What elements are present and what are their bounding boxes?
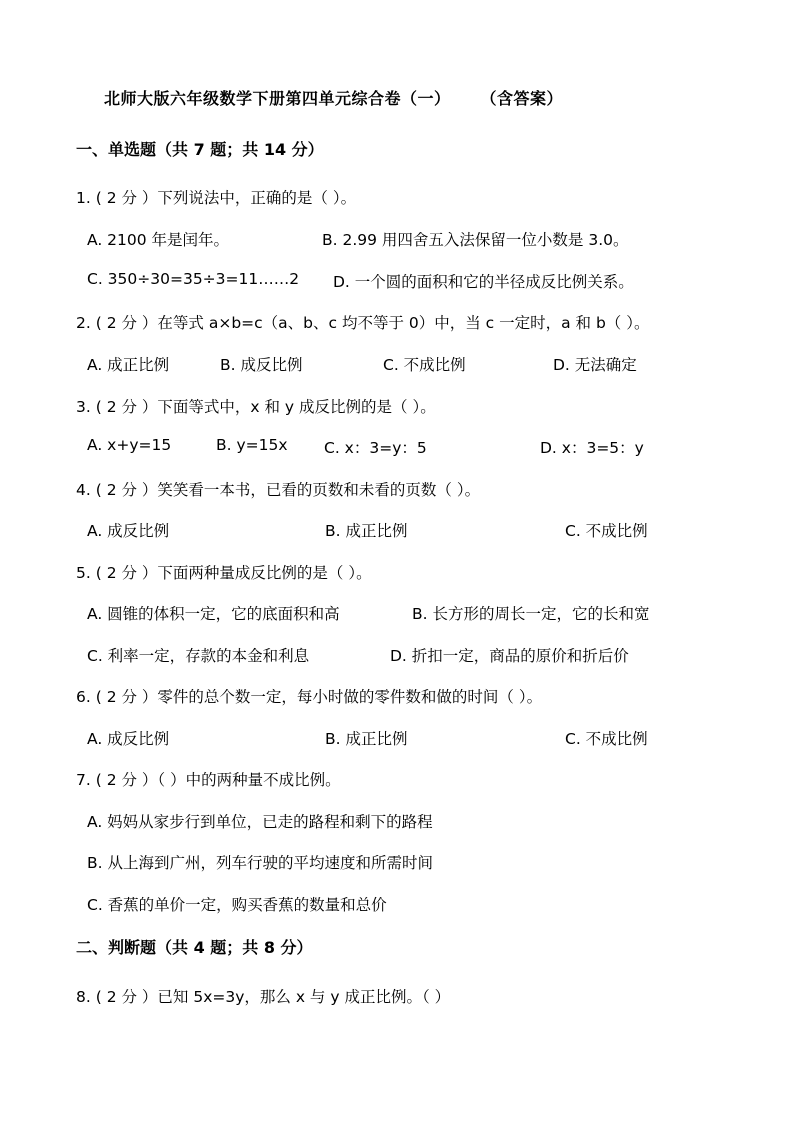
question-2-option-a: A. 成正比例 <box>87 356 170 374</box>
question-2-option-b: B. 成反比例 <box>220 356 303 374</box>
question-5-option-a: A. 圆锥的体积一定，它的底面积和高 <box>87 605 340 623</box>
question-7-option-b: B. 从上海到广州，列车行驶的平均速度和所需时间 <box>87 854 433 872</box>
question-3-option-b: B. y=15x <box>216 436 288 454</box>
question-7-option-a: A. 妈妈从家步行到单位，已走的路程和剩下的路程 <box>87 813 433 831</box>
question-3-option-c: C. x：3=y：5 <box>324 439 427 457</box>
question-1-option-b: B. 2.99 用四舍五入法保留一位小数是 3.0。 <box>322 231 629 249</box>
question-3-option-a: A. x+y=15 <box>87 436 172 454</box>
question-2-option-d: D. 无法确定 <box>553 356 637 374</box>
question-4-option-b: B. 成正比例 <box>325 522 408 540</box>
question-1-option-c: C. 350÷30=35÷3=11……2 <box>87 270 300 288</box>
question-3-stem: 3. ( 2 分 ）下面等式中，x 和 y 成反比例的是（ ）。 <box>76 398 436 416</box>
question-1-option-d: D. 一个圆的面积和它的半径成反比例关系。 <box>333 273 634 291</box>
question-8-stem: 8. ( 2 分 ）已知 5x=3y，那么 x 与 y 成正比例。（ ） <box>76 988 451 1006</box>
question-5-stem: 5. ( 2 分 ）下面两种量成反比例的是（ ）。 <box>76 564 372 582</box>
question-4-stem: 4. ( 2 分 ）笑笑看一本书，已看的页数和未看的页数（ ）。 <box>76 481 481 499</box>
question-5-option-b: B. 长方形的周长一定，它的长和宽 <box>412 605 650 623</box>
question-2-option-c: C. 不成比例 <box>383 356 466 374</box>
question-6-stem: 6. ( 2 分 ）零件的总个数一定，每小时做的零件数和做的时间（ ）。 <box>76 688 543 706</box>
section-heading-true-false: 二、判断题（共 4 题；共 8 分） <box>76 938 313 957</box>
question-6-option-b: B. 成正比例 <box>325 730 408 748</box>
document-title <box>104 86 563 109</box>
question-2-stem: 2. ( 2 分 ）在等式 a×b=c（a、b、c 均不等于 0）中，当 c 一定时，a 和 b（ ）。 <box>76 314 650 332</box>
question-7-option-c: C. 香蕉的单价一定，购买香蕉的数量和总价 <box>87 896 387 914</box>
question-1-option-a: A. 2100 年是闰年。 <box>87 231 230 249</box>
section-heading-single-choice: 一、单选题（共 7 题；共 14 分） <box>76 140 324 159</box>
question-1-stem: 1. ( 2 分 ）下列说法中，正确的是（ ）。 <box>76 189 357 207</box>
title-suffix: （含答案） <box>480 89 564 108</box>
question-6-option-a: A. 成反比例 <box>87 730 170 748</box>
question-4-option-c: C. 不成比例 <box>565 522 648 540</box>
question-4-option-a: A. 成反比例 <box>87 522 170 540</box>
title-main: 北师大版六年级数学下册第四单元综合卷（一） <box>104 89 451 108</box>
question-7-stem: 7. ( 2 分 ）（ ）中的两种量不成比例。 <box>76 771 341 789</box>
question-5-option-c: C. 利率一定，存款的本金和利息 <box>87 647 310 665</box>
question-5-option-d: D. 折扣一定，商品的原价和折后价 <box>390 647 629 665</box>
question-3-option-d: D. x：3=5：y <box>540 439 644 457</box>
question-6-option-c: C. 不成比例 <box>565 730 648 748</box>
